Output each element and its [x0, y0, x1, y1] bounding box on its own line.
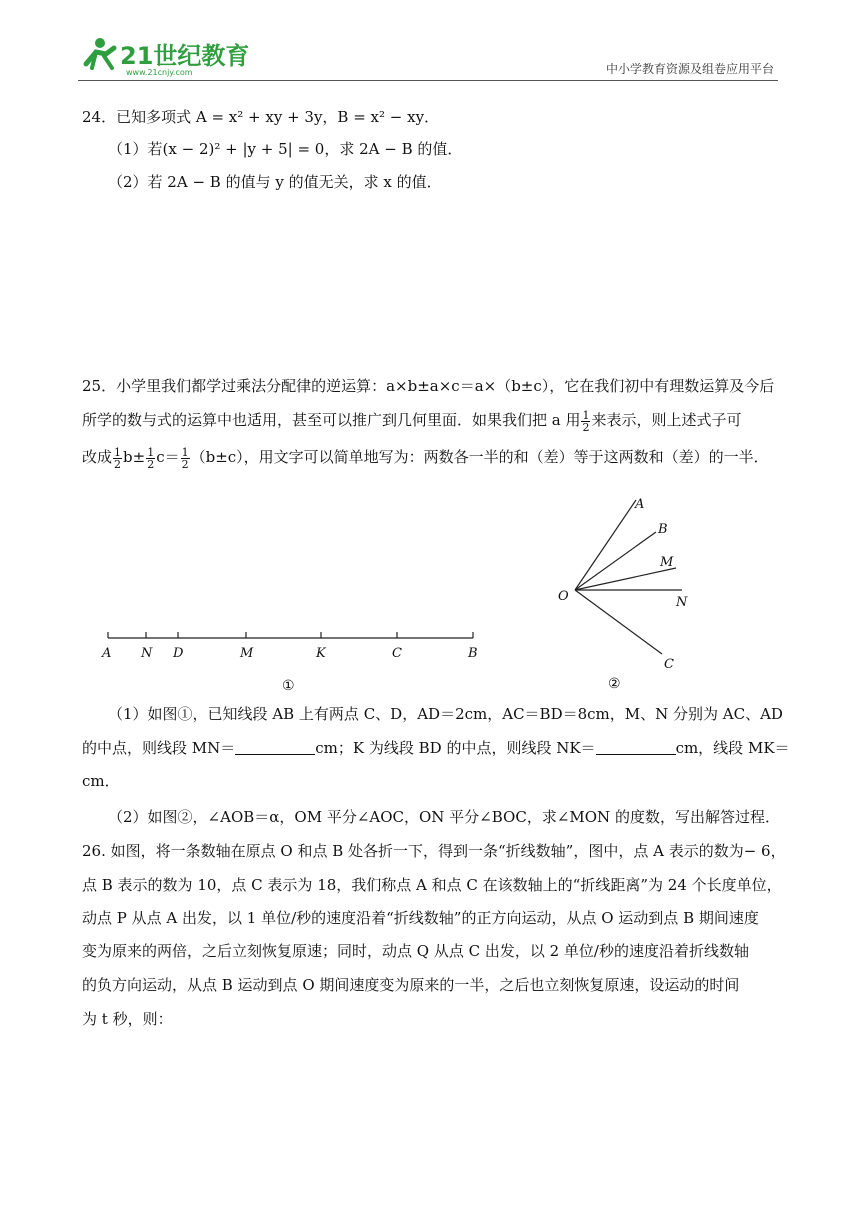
label-M: M	[660, 555, 674, 570]
platform-label: 中小学教育资源及组卷应用平台	[605, 62, 774, 76]
label-D: D	[173, 646, 184, 661]
q25-line2: 所学的数与式的运算中也适用，甚至可以推广到几何里面．如果我们把 a 用 $\frac{1}{2}$ 来表示，则上述式子可	[82, 408, 742, 434]
label-A: A	[635, 497, 645, 512]
q26-line5: 的负方向运动，从点 B 运动到点 O 期间速度变为原来的一半，之后也立刻恢复原速，设运动的时间	[82, 976, 740, 994]
answer-blank-mn	[235, 740, 315, 755]
q26-line6: 为 t 秒，则：	[82, 1010, 173, 1028]
figure-caption: ②	[608, 676, 621, 692]
label-K: K	[316, 646, 326, 661]
figure-1-segment	[100, 620, 490, 695]
fraction-half: $\frac{1}{2}$	[114, 445, 122, 471]
svg-text:21世纪教育: 21世纪教育	[120, 42, 248, 70]
label-O: O	[558, 589, 569, 604]
q25-line1: 25．小学里我们都学过乘法分配律的逆运算：a×b±a×c＝a×（b±c），它在我们初中有理数运算及今后	[82, 377, 775, 395]
q25-part1-a: （1）如图①，已知线段 AB 上有两点 C、D，AD＝2cm，AC＝BD＝8cm，M、N 分别为 AC、AD	[108, 705, 783, 723]
label-N: N	[676, 595, 688, 610]
q26-line3: 动点 P 从点 A 出发，以 1 单位/秒的速度沿着“折线数轴”的正方向运动，从点 O 运动到点 B 期间速度	[82, 909, 759, 927]
q24-stem: 24．已知多项式 A = x² + xy + 3y，B = x² − xy．	[82, 108, 440, 126]
figure-caption: ①	[282, 678, 295, 694]
fraction-half: $\frac{1}{2}$	[181, 445, 189, 471]
label-C: C	[392, 646, 402, 661]
q26-line2: 点 B 表示的数为 10，点 C 表示为 18，我们称点 A 和点 C 在该数轴上的“折线距离”为 24 个长度单位，	[82, 876, 782, 894]
q26-line4: 变为原来的两倍，之后立刻恢复原速；同时，动点 Q 从点 C 出发，以 2 单位/秒的速度沿着折线数轴	[82, 942, 749, 960]
fraction-half: $\frac{1}{2}$	[147, 445, 155, 471]
label-M: M	[240, 646, 254, 661]
site-logo	[78, 34, 248, 78]
q25-part1-c: cm．	[82, 772, 120, 790]
label-N: N	[141, 646, 153, 661]
q25-part1-b: 的中点，则线段 MN＝ cm；K 为线段 BD 的中点，则线段 NK＝ cm，线段 MK＝	[82, 739, 790, 757]
figure-2-angle	[550, 490, 690, 695]
label-B: B	[468, 646, 478, 661]
label-C: C	[664, 657, 674, 672]
label-B: B	[658, 522, 668, 537]
q24-part1: （1）若(x − 2)² + |y + 5| = 0，求 2A − B 的值．	[108, 140, 463, 158]
runner-icon	[86, 38, 114, 68]
label-A: A	[102, 646, 112, 661]
q24-part2: （2）若 2A − B 的值与 y 的值无关，求 x 的值．	[108, 173, 442, 191]
q25-part2: （2）如图②，∠AOB＝α，OM 平分∠AOC，ON 平分∠BOC，求∠MON 的度数，写出解答过程．	[108, 808, 780, 826]
header-divider	[78, 80, 778, 81]
q25-line3: 改成 $\frac{1}{2}$ b± $\frac{1}{2}$ c＝ $\frac{1}{2}$ （b±c），用文字可以简单地写为：两数各一半的和（差）等于这两数和（差）的一半．	[82, 445, 769, 471]
answer-blank-nk	[596, 740, 676, 755]
svg-text:www.21cnjy.com: www.21cnjy.com	[126, 68, 193, 77]
q26-line1: 26. 如图，将一条数轴在原点 O 和点 B 处各折一下，得到一条“折线数轴”，图中，点 A 表示的数为− 6，	[82, 842, 786, 860]
fraction-half: $\frac{1}{2}$	[582, 408, 590, 434]
